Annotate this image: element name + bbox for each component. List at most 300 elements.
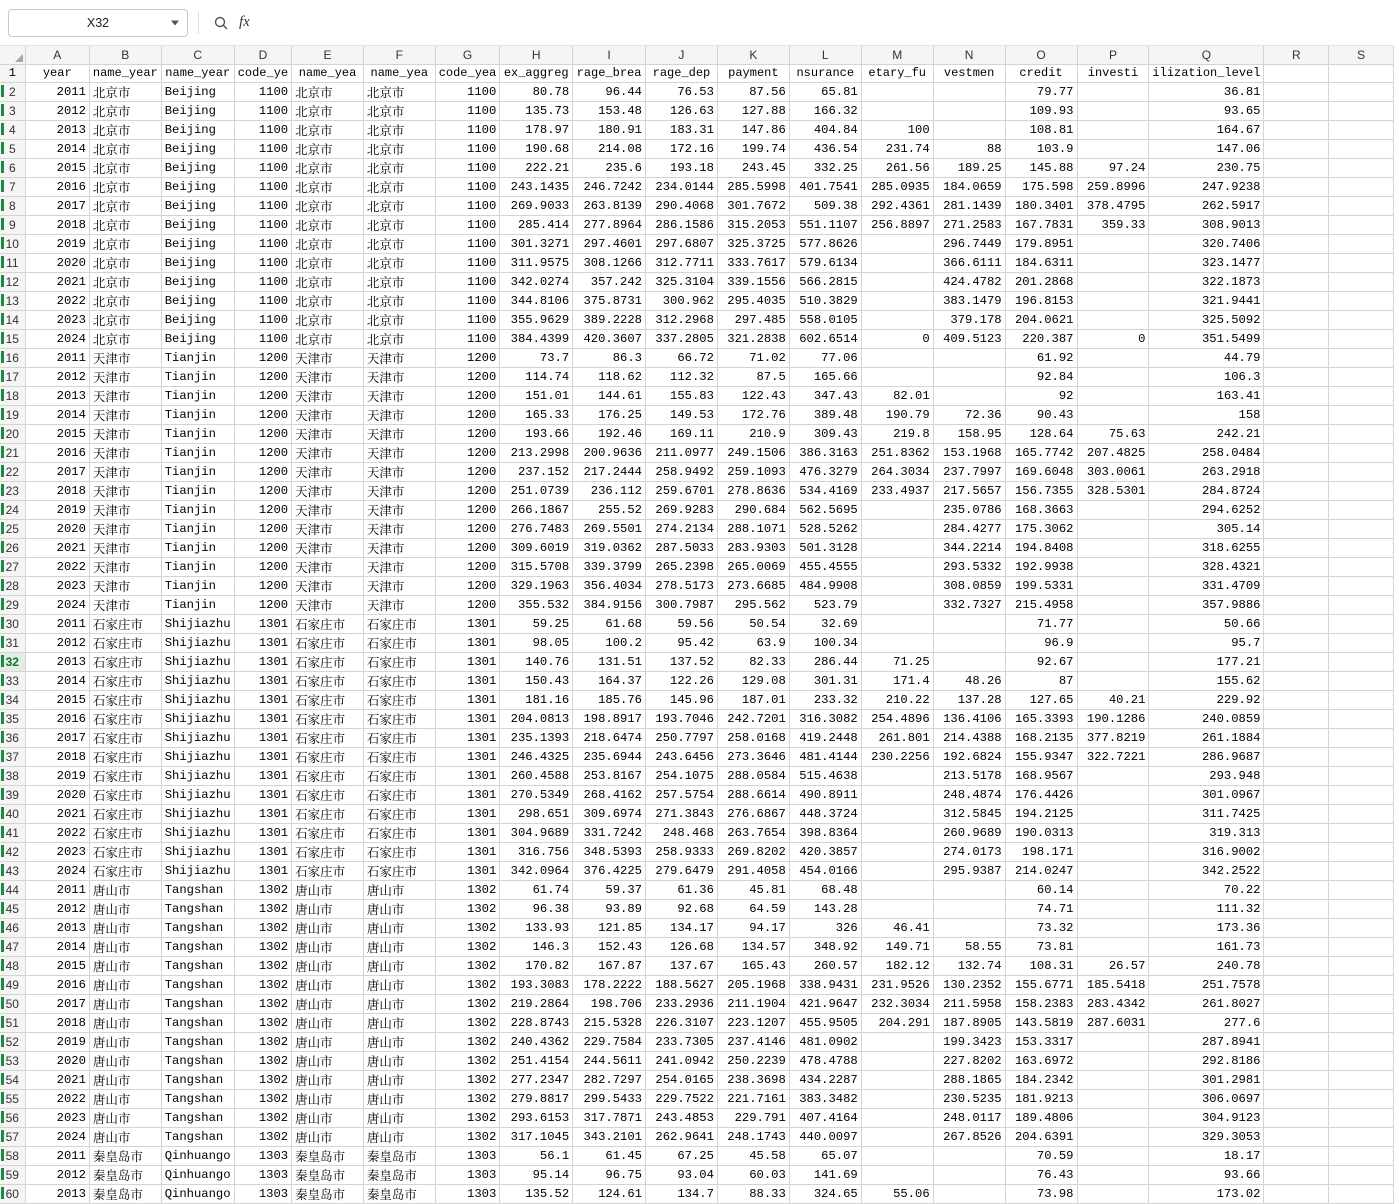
cell-F52[interactable]: 唐山市 — [363, 1032, 435, 1051]
cell-N8[interactable]: 281.1439 — [933, 196, 1005, 215]
cell-Q30[interactable]: 50.66 — [1149, 614, 1264, 633]
cell-E23[interactable]: 天津市 — [292, 481, 364, 500]
cell-K2[interactable]: 87.56 — [717, 82, 789, 101]
cell-P27[interactable] — [1077, 557, 1149, 576]
cell-L29[interactable]: 523.79 — [789, 595, 861, 614]
cell-P51[interactable]: 287.6031 — [1077, 1013, 1149, 1032]
cell-A8[interactable]: 2017 — [25, 196, 89, 215]
cell-E35[interactable]: 石家庄市 — [292, 709, 364, 728]
cell-K29[interactable]: 295.562 — [717, 595, 789, 614]
cell-S1[interactable] — [1329, 64, 1394, 82]
cell-K34[interactable]: 187.01 — [717, 690, 789, 709]
cell-M42[interactable] — [861, 842, 933, 861]
cell-F31[interactable]: 石家庄市 — [363, 633, 435, 652]
cell-E53[interactable]: 唐山市 — [292, 1051, 364, 1070]
cell-J60[interactable]: 134.7 — [645, 1184, 717, 1203]
cell-J2[interactable]: 76.53 — [645, 82, 717, 101]
row-header-55[interactable]: 55 — [0, 1089, 25, 1108]
cell-E37[interactable]: 石家庄市 — [292, 747, 364, 766]
cell-B41[interactable]: 石家庄市 — [89, 823, 161, 842]
cell-Q13[interactable]: 321.9441 — [1149, 291, 1264, 310]
cell-I30[interactable]: 61.68 — [573, 614, 646, 633]
cell-I13[interactable]: 375.8731 — [573, 291, 646, 310]
cell-J6[interactable]: 193.18 — [645, 158, 717, 177]
cell-S5[interactable] — [1329, 139, 1394, 158]
cell-M4[interactable]: 100 — [861, 120, 933, 139]
cell-S13[interactable] — [1329, 291, 1394, 310]
cell-G17[interactable]: 1200 — [435, 367, 500, 386]
row-header-16[interactable]: 16 — [0, 348, 25, 367]
cell-J41[interactable]: 248.468 — [645, 823, 717, 842]
cell-N48[interactable]: 132.74 — [933, 956, 1005, 975]
cell-H1[interactable]: ex_aggreg — [500, 64, 573, 82]
cell-G22[interactable]: 1200 — [435, 462, 500, 481]
cell-C54[interactable]: Tangshan — [161, 1070, 234, 1089]
cell-A20[interactable]: 2015 — [25, 424, 89, 443]
cell-H27[interactable]: 315.5708 — [500, 557, 573, 576]
cell-H51[interactable]: 228.8743 — [500, 1013, 573, 1032]
cell-S46[interactable] — [1329, 918, 1394, 937]
cell-D1[interactable]: code_ye — [234, 64, 291, 82]
cell-M32[interactable]: 71.25 — [861, 652, 933, 671]
row-header-41[interactable]: 41 — [0, 823, 25, 842]
cell-J40[interactable]: 271.3843 — [645, 804, 717, 823]
cell-Q4[interactable]: 164.67 — [1149, 120, 1264, 139]
row-header-3[interactable]: 3 — [0, 101, 25, 120]
cell-H38[interactable]: 260.4588 — [500, 766, 573, 785]
cell-O11[interactable]: 184.6311 — [1005, 253, 1077, 272]
cell-G50[interactable]: 1302 — [435, 994, 500, 1013]
cell-B12[interactable]: 北京市 — [89, 272, 161, 291]
row-header-23[interactable]: 23 — [0, 481, 25, 500]
cell-F28[interactable]: 天津市 — [363, 576, 435, 595]
cell-I18[interactable]: 144.61 — [573, 386, 646, 405]
cell-E8[interactable]: 北京市 — [292, 196, 364, 215]
cell-Q51[interactable]: 277.6 — [1149, 1013, 1264, 1032]
cell-D40[interactable]: 1301 — [234, 804, 291, 823]
cell-P59[interactable] — [1077, 1165, 1149, 1184]
cell-C57[interactable]: Tangshan — [161, 1127, 234, 1146]
cell-A39[interactable]: 2020 — [25, 785, 89, 804]
cell-E16[interactable]: 天津市 — [292, 348, 364, 367]
cell-N9[interactable]: 271.2583 — [933, 215, 1005, 234]
cell-B14[interactable]: 北京市 — [89, 310, 161, 329]
cell-C16[interactable]: Tianjin — [161, 348, 234, 367]
cell-I2[interactable]: 96.44 — [573, 82, 646, 101]
cell-D31[interactable]: 1301 — [234, 633, 291, 652]
cell-J48[interactable]: 137.67 — [645, 956, 717, 975]
cell-Q53[interactable]: 292.8186 — [1149, 1051, 1264, 1070]
cell-M5[interactable]: 231.74 — [861, 139, 933, 158]
cell-I26[interactable]: 319.0362 — [573, 538, 646, 557]
cell-Q24[interactable]: 294.6252 — [1149, 500, 1264, 519]
cell-F27[interactable]: 天津市 — [363, 557, 435, 576]
cell-F44[interactable]: 唐山市 — [363, 880, 435, 899]
cell-P55[interactable] — [1077, 1089, 1149, 1108]
cell-K12[interactable]: 339.1556 — [717, 272, 789, 291]
cell-D44[interactable]: 1302 — [234, 880, 291, 899]
cell-M25[interactable] — [861, 519, 933, 538]
cell-H16[interactable]: 73.7 — [500, 348, 573, 367]
cell-M18[interactable]: 82.01 — [861, 386, 933, 405]
cell-H44[interactable]: 61.74 — [500, 880, 573, 899]
cell-I11[interactable]: 308.1266 — [573, 253, 646, 272]
cell-B53[interactable]: 唐山市 — [89, 1051, 161, 1070]
cell-S32[interactable] — [1329, 652, 1394, 671]
column-header-S[interactable]: S — [1329, 46, 1394, 64]
cell-P20[interactable]: 75.63 — [1077, 424, 1149, 443]
cell-F20[interactable]: 天津市 — [363, 424, 435, 443]
cell-S37[interactable] — [1329, 747, 1394, 766]
cell-O21[interactable]: 165.7742 — [1005, 443, 1077, 462]
cell-S29[interactable] — [1329, 595, 1394, 614]
cell-N29[interactable]: 332.7327 — [933, 595, 1005, 614]
cell-N32[interactable] — [933, 652, 1005, 671]
cell-H4[interactable]: 178.97 — [500, 120, 573, 139]
cell-M51[interactable]: 204.291 — [861, 1013, 933, 1032]
cell-L1[interactable]: nsurance — [789, 64, 861, 82]
cell-L37[interactable]: 481.4144 — [789, 747, 861, 766]
cell-S55[interactable] — [1329, 1089, 1394, 1108]
row-header-49[interactable]: 49 — [0, 975, 25, 994]
cell-F29[interactable]: 天津市 — [363, 595, 435, 614]
cell-A55[interactable]: 2022 — [25, 1089, 89, 1108]
cell-O24[interactable]: 168.3663 — [1005, 500, 1077, 519]
cell-K39[interactable]: 288.6614 — [717, 785, 789, 804]
cell-M14[interactable] — [861, 310, 933, 329]
cell-E38[interactable]: 石家庄市 — [292, 766, 364, 785]
cell-B22[interactable]: 天津市 — [89, 462, 161, 481]
cell-A53[interactable]: 2020 — [25, 1051, 89, 1070]
cell-Q44[interactable]: 70.22 — [1149, 880, 1264, 899]
cell-A44[interactable]: 2011 — [25, 880, 89, 899]
cell-G5[interactable]: 1100 — [435, 139, 500, 158]
cell-J58[interactable]: 67.25 — [645, 1146, 717, 1165]
cell-C1[interactable]: name_year — [161, 64, 234, 82]
cell-B50[interactable]: 唐山市 — [89, 994, 161, 1013]
cell-K16[interactable]: 71.02 — [717, 348, 789, 367]
cell-S4[interactable] — [1329, 120, 1394, 139]
cell-A15[interactable]: 2024 — [25, 329, 89, 348]
cell-I5[interactable]: 214.08 — [573, 139, 646, 158]
row-header-7[interactable]: 7 — [0, 177, 25, 196]
cell-E51[interactable]: 唐山市 — [292, 1013, 364, 1032]
cell-E27[interactable]: 天津市 — [292, 557, 364, 576]
cell-N12[interactable]: 424.4782 — [933, 272, 1005, 291]
cell-K52[interactable]: 237.4146 — [717, 1032, 789, 1051]
cell-P43[interactable] — [1077, 861, 1149, 880]
row-header-5[interactable]: 5 — [0, 139, 25, 158]
cell-L58[interactable]: 65.07 — [789, 1146, 861, 1165]
cell-E6[interactable]: 北京市 — [292, 158, 364, 177]
cell-Q14[interactable]: 325.5092 — [1149, 310, 1264, 329]
cell-L22[interactable]: 476.3279 — [789, 462, 861, 481]
cell-L3[interactable]: 166.32 — [789, 101, 861, 120]
cell-Q36[interactable]: 261.1884 — [1149, 728, 1264, 747]
cell-O13[interactable]: 196.8153 — [1005, 291, 1077, 310]
cell-C6[interactable]: Beijing — [161, 158, 234, 177]
cell-J51[interactable]: 226.3107 — [645, 1013, 717, 1032]
cell-O55[interactable]: 181.9213 — [1005, 1089, 1077, 1108]
cell-I31[interactable]: 100.2 — [573, 633, 646, 652]
column-header-G[interactable]: G — [435, 46, 500, 64]
cell-P8[interactable]: 378.4795 — [1077, 196, 1149, 215]
cell-P13[interactable] — [1077, 291, 1149, 310]
cell-C49[interactable]: Tangshan — [161, 975, 234, 994]
cell-Q31[interactable]: 95.7 — [1149, 633, 1264, 652]
cell-D4[interactable]: 1100 — [234, 120, 291, 139]
cell-B1[interactable]: name_year — [89, 64, 161, 82]
cell-I39[interactable]: 268.4162 — [573, 785, 646, 804]
cell-P49[interactable]: 185.5418 — [1077, 975, 1149, 994]
cell-H20[interactable]: 193.66 — [500, 424, 573, 443]
cell-A41[interactable]: 2022 — [25, 823, 89, 842]
cell-B2[interactable]: 北京市 — [89, 82, 161, 101]
cell-S22[interactable] — [1329, 462, 1394, 481]
cell-H28[interactable]: 329.1963 — [500, 576, 573, 595]
cell-L2[interactable]: 65.81 — [789, 82, 861, 101]
cell-H26[interactable]: 309.6019 — [500, 538, 573, 557]
cell-E59[interactable]: 秦皇岛市 — [292, 1165, 364, 1184]
cell-E24[interactable]: 天津市 — [292, 500, 364, 519]
cell-P45[interactable] — [1077, 899, 1149, 918]
cell-N46[interactable] — [933, 918, 1005, 937]
cell-G47[interactable]: 1302 — [435, 937, 500, 956]
cell-L23[interactable]: 534.4169 — [789, 481, 861, 500]
cell-M31[interactable] — [861, 633, 933, 652]
row-header-6[interactable]: 6 — [0, 158, 25, 177]
cell-G53[interactable]: 1302 — [435, 1051, 500, 1070]
cell-A43[interactable]: 2024 — [25, 861, 89, 880]
cell-F9[interactable]: 北京市 — [363, 215, 435, 234]
cell-N25[interactable]: 284.4277 — [933, 519, 1005, 538]
cell-G46[interactable]: 1302 — [435, 918, 500, 937]
cell-O42[interactable]: 198.171 — [1005, 842, 1077, 861]
cell-O3[interactable]: 109.93 — [1005, 101, 1077, 120]
cell-K32[interactable]: 82.33 — [717, 652, 789, 671]
cell-N45[interactable] — [933, 899, 1005, 918]
cell-P58[interactable] — [1077, 1146, 1149, 1165]
cell-H14[interactable]: 355.9629 — [500, 310, 573, 329]
row-header-35[interactable]: 35 — [0, 709, 25, 728]
cell-O52[interactable]: 153.3317 — [1005, 1032, 1077, 1051]
cell-C50[interactable]: Tangshan — [161, 994, 234, 1013]
cell-O1[interactable]: credit — [1005, 64, 1077, 82]
cell-R54[interactable] — [1264, 1070, 1329, 1089]
cell-A28[interactable]: 2023 — [25, 576, 89, 595]
cell-L45[interactable]: 143.28 — [789, 899, 861, 918]
cell-D11[interactable]: 1100 — [234, 253, 291, 272]
cell-S33[interactable] — [1329, 671, 1394, 690]
row-header-15[interactable]: 15 — [0, 329, 25, 348]
cell-R10[interactable] — [1264, 234, 1329, 253]
cell-O54[interactable]: 184.2342 — [1005, 1070, 1077, 1089]
cell-R51[interactable] — [1264, 1013, 1329, 1032]
cell-B4[interactable]: 北京市 — [89, 120, 161, 139]
cell-O51[interactable]: 143.5819 — [1005, 1013, 1077, 1032]
cell-P57[interactable] — [1077, 1127, 1149, 1146]
cell-K55[interactable]: 221.7161 — [717, 1089, 789, 1108]
cell-E39[interactable]: 石家庄市 — [292, 785, 364, 804]
row-header-20[interactable]: 20 — [0, 424, 25, 443]
cell-A19[interactable]: 2014 — [25, 405, 89, 424]
cell-I58[interactable]: 61.45 — [573, 1146, 646, 1165]
cell-Q47[interactable]: 161.73 — [1149, 937, 1264, 956]
cell-N60[interactable] — [933, 1184, 1005, 1203]
cell-N44[interactable] — [933, 880, 1005, 899]
cell-D14[interactable]: 1100 — [234, 310, 291, 329]
cell-L40[interactable]: 448.3724 — [789, 804, 861, 823]
cell-J26[interactable]: 287.5033 — [645, 538, 717, 557]
cell-O37[interactable]: 155.9347 — [1005, 747, 1077, 766]
row-header-29[interactable]: 29 — [0, 595, 25, 614]
cell-M50[interactable]: 232.3034 — [861, 994, 933, 1013]
cell-F32[interactable]: 石家庄市 — [363, 652, 435, 671]
cell-O35[interactable]: 165.3393 — [1005, 709, 1077, 728]
cell-E2[interactable]: 北京市 — [292, 82, 364, 101]
row-header-25[interactable]: 25 — [0, 519, 25, 538]
cell-Q56[interactable]: 304.9123 — [1149, 1108, 1264, 1127]
cell-R55[interactable] — [1264, 1089, 1329, 1108]
cell-E30[interactable]: 石家庄市 — [292, 614, 364, 633]
cell-O29[interactable]: 215.4958 — [1005, 595, 1077, 614]
cell-H9[interactable]: 285.414 — [500, 215, 573, 234]
cell-C39[interactable]: Shijiazhu — [161, 785, 234, 804]
cell-F40[interactable]: 石家庄市 — [363, 804, 435, 823]
cell-C47[interactable]: Tangshan — [161, 937, 234, 956]
cell-R2[interactable] — [1264, 82, 1329, 101]
cell-O33[interactable]: 87 — [1005, 671, 1077, 690]
cell-M53[interactable] — [861, 1051, 933, 1070]
cell-I38[interactable]: 253.8167 — [573, 766, 646, 785]
row-header-9[interactable]: 9 — [0, 215, 25, 234]
cell-F6[interactable]: 北京市 — [363, 158, 435, 177]
row-header-37[interactable]: 37 — [0, 747, 25, 766]
cell-K27[interactable]: 265.0069 — [717, 557, 789, 576]
cell-H3[interactable]: 135.73 — [500, 101, 573, 120]
cell-C51[interactable]: Tangshan — [161, 1013, 234, 1032]
cell-N35[interactable]: 136.4106 — [933, 709, 1005, 728]
cell-S11[interactable] — [1329, 253, 1394, 272]
cell-N38[interactable]: 213.5178 — [933, 766, 1005, 785]
cell-J23[interactable]: 259.6701 — [645, 481, 717, 500]
cell-A42[interactable]: 2023 — [25, 842, 89, 861]
cell-Q7[interactable]: 247.9238 — [1149, 177, 1264, 196]
cell-A11[interactable]: 2020 — [25, 253, 89, 272]
row-header-28[interactable]: 28 — [0, 576, 25, 595]
cell-N47[interactable]: 58.55 — [933, 937, 1005, 956]
cell-F8[interactable]: 北京市 — [363, 196, 435, 215]
cell-C59[interactable]: Qinhuango — [161, 1165, 234, 1184]
cell-J34[interactable]: 145.96 — [645, 690, 717, 709]
cell-C60[interactable]: Qinhuango — [161, 1184, 234, 1203]
cell-R36[interactable] — [1264, 728, 1329, 747]
cell-B6[interactable]: 北京市 — [89, 158, 161, 177]
cell-P26[interactable] — [1077, 538, 1149, 557]
cell-N43[interactable]: 295.9387 — [933, 861, 1005, 880]
cell-O10[interactable]: 179.8951 — [1005, 234, 1077, 253]
cell-S16[interactable] — [1329, 348, 1394, 367]
column-header-Q[interactable]: Q — [1149, 46, 1264, 64]
cell-B3[interactable]: 北京市 — [89, 101, 161, 120]
cell-K50[interactable]: 211.1904 — [717, 994, 789, 1013]
cell-E21[interactable]: 天津市 — [292, 443, 364, 462]
cell-F46[interactable]: 唐山市 — [363, 918, 435, 937]
cell-M45[interactable] — [861, 899, 933, 918]
cell-E4[interactable]: 北京市 — [292, 120, 364, 139]
cell-Q50[interactable]: 261.8027 — [1149, 994, 1264, 1013]
row-header-59[interactable]: 59 — [0, 1165, 25, 1184]
row-header-51[interactable]: 51 — [0, 1013, 25, 1032]
cell-A24[interactable]: 2019 — [25, 500, 89, 519]
cell-C52[interactable]: Tangshan — [161, 1032, 234, 1051]
cell-E57[interactable]: 唐山市 — [292, 1127, 364, 1146]
cell-L24[interactable]: 562.5695 — [789, 500, 861, 519]
cell-P22[interactable]: 303.0061 — [1077, 462, 1149, 481]
cell-N4[interactable] — [933, 120, 1005, 139]
cell-J27[interactable]: 265.2398 — [645, 557, 717, 576]
cell-B40[interactable]: 石家庄市 — [89, 804, 161, 823]
cell-N23[interactable]: 217.5657 — [933, 481, 1005, 500]
cell-J54[interactable]: 254.0165 — [645, 1070, 717, 1089]
cell-O8[interactable]: 180.3401 — [1005, 196, 1077, 215]
cell-E22[interactable]: 天津市 — [292, 462, 364, 481]
cell-S25[interactable] — [1329, 519, 1394, 538]
cell-H37[interactable]: 246.4325 — [500, 747, 573, 766]
row-header-12[interactable]: 12 — [0, 272, 25, 291]
cell-B5[interactable]: 北京市 — [89, 139, 161, 158]
cell-G36[interactable]: 1301 — [435, 728, 500, 747]
cell-A3[interactable]: 2012 — [25, 101, 89, 120]
cell-L50[interactable]: 421.9647 — [789, 994, 861, 1013]
cell-G27[interactable]: 1200 — [435, 557, 500, 576]
cell-N34[interactable]: 137.28 — [933, 690, 1005, 709]
cell-C22[interactable]: Tianjin — [161, 462, 234, 481]
cell-H41[interactable]: 304.9689 — [500, 823, 573, 842]
cell-F54[interactable]: 唐山市 — [363, 1070, 435, 1089]
cell-L25[interactable]: 528.5262 — [789, 519, 861, 538]
cell-C43[interactable]: Shijiazhu — [161, 861, 234, 880]
cell-I50[interactable]: 198.706 — [573, 994, 646, 1013]
cell-Q8[interactable]: 262.5917 — [1149, 196, 1264, 215]
cell-C29[interactable]: Tianjin — [161, 595, 234, 614]
cell-I1[interactable]: rage_brea — [573, 64, 646, 82]
cell-C2[interactable]: Beijing — [161, 82, 234, 101]
formula-input[interactable] — [258, 10, 1386, 36]
cell-M59[interactable] — [861, 1165, 933, 1184]
cell-K48[interactable]: 165.43 — [717, 956, 789, 975]
cell-Q12[interactable]: 322.1873 — [1149, 272, 1264, 291]
cell-C32[interactable]: Shijiazhu — [161, 652, 234, 671]
cell-P47[interactable] — [1077, 937, 1149, 956]
cell-F3[interactable]: 北京市 — [363, 101, 435, 120]
cell-P6[interactable]: 97.24 — [1077, 158, 1149, 177]
cell-Q32[interactable]: 177.21 — [1149, 652, 1264, 671]
cell-L57[interactable]: 440.0097 — [789, 1127, 861, 1146]
cell-A26[interactable]: 2021 — [25, 538, 89, 557]
cell-D35[interactable]: 1301 — [234, 709, 291, 728]
cell-B10[interactable]: 北京市 — [89, 234, 161, 253]
cell-O23[interactable]: 156.7355 — [1005, 481, 1077, 500]
cell-A13[interactable]: 2022 — [25, 291, 89, 310]
cell-R49[interactable] — [1264, 975, 1329, 994]
cell-E18[interactable]: 天津市 — [292, 386, 364, 405]
cell-E36[interactable]: 石家庄市 — [292, 728, 364, 747]
cell-M22[interactable]: 264.3034 — [861, 462, 933, 481]
cell-Q18[interactable]: 163.41 — [1149, 386, 1264, 405]
cell-D24[interactable]: 1200 — [234, 500, 291, 519]
cell-A17[interactable]: 2012 — [25, 367, 89, 386]
